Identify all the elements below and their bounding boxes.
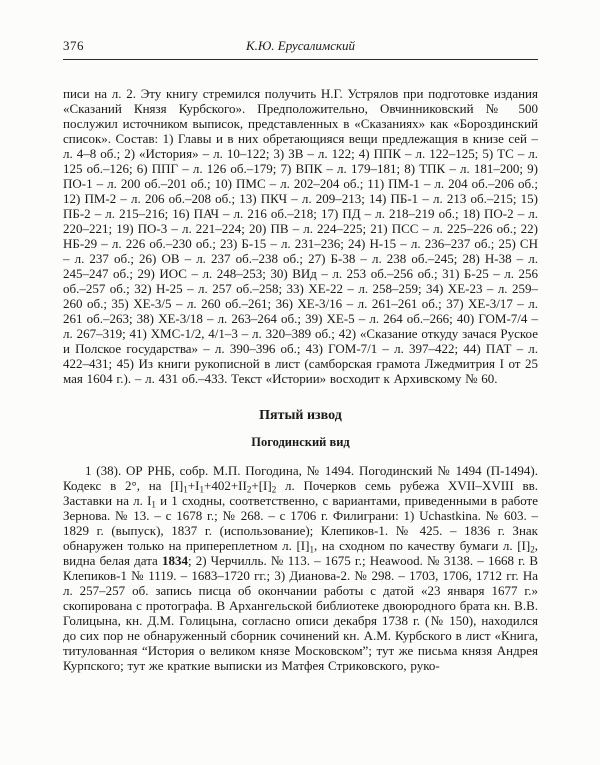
section-heading: Пятый извод [259, 408, 342, 423]
running-title: К.Ю. Ерусалимский [245, 38, 356, 53]
paragraph-codex-description: 1 (38). ОР РНБ, собр. М.П. Погодина, № 1494. Погодинский № 1494 (П-1494). Кодекс в 2°, на $[I]_1+I_1+402+II_2+[I]_2$ л. Почерков семь рубежа XVII–XVIII вв. Заставки на л. $I_1$ и 1 сходны, соответственно, с вариантами, приведенными в работе Зернова. № 13. – с 1678 г.; № 268. – с 1706 г. Филиграни: 1) Uchastkina. № 603. – 1829 г. (выпуск), 1837 г. (использование); Клепиков-1. № 425. – 1836 г. Знак обнаружен только на припереплетном л. $[I]_1$, на сходном по качеству бумаги л. $[I]_2$, видна белая дата 1834; 2) Черчилль. № 113. – 1675 г.; Heawood. № 3138. – 1668 г. В Клепиков-1 № 1119. – 1683–1720 гг.; 3) Дианова-2. № 298. – 1703, 1706, 1712 гг. На л. 257–257 об. запись писца об окончании работы с датой «23 января 1677 г.» скопирована с протографа. В Архангельской библиотеке двоюродного брата кн. В.В. Голицына, кн. Д.М. Голицына, согласно описи декабря 1738 г. (№ 150), находился до сих пор не обнаруженный сборник сочинений кн. А.М. Курбского в лист «Книга, титулованная “История о великом князе Московском”; тут же письма князя Андрея Курпского; тут же краткие выписки из Матфея Стриковского, руко- [63, 463, 539, 673]
paragraph-manuscript-contents: писи на л. 2. Эту книгу стремился получить Н.Г. Устрялов при подготовке издания «Сказаний Князя Курбского». Предположительно, Овчинниковский № 500 послужил источником выписок, представленных в «Сказаниях» как «Бороздинский список». Состав: 1) Главы и в них обретающияся вещи предлежащия в книзе сей – л. 4–8 об.; 2) «История» – л. 10–122; 3) ЗВ – л. 122; 4) ППК – л. 122–125; 5) ТС – л. 125 об.–126; 6) ППГ – л. 126 об.–179; 7) ВПК – л. 179–181; 8) ТПК – л. 181–200; 9) ПО-1 – л. 200 об.–201 об.; 10) ПМС – л. 202–204 об.; 11) ПМ-1 – л. 204 об.–206 об.; 12) ПМ-2 – л. 206 об.–208 об.; 13) ПКЧ – л. 209–213; 14) ПБ-1 – л. 213 об.–215; 15) ПБ-2 – л. 215–216; 16) ПАЧ – л. 216 об.–218; 17) ПД – л. 218–219 об.; 18) ПО-2 – л. 220–221; 19) ПО-3 – л. 221–224; 20) ПВ – л. 224–225; 21) ПСС – л. 225–226 об.; 22) НБ-29 – л. 226 об.–230 об.; 23) Б-15 – л. 231–236; 24) Н-15 – л. 236–237 об.; 25) СН – л. 237 об.; 26) ОВ – л. 237 об.–238 об.; 27) Б-38 – л. 238 об.–245; 28) Н-38 – л. 245–247 об.; 29) ИОС – л. 248–253; 30) ВИд – л. 253 об.–256 об.; 31) Б-25 – л. 256 об.–257 об.; 32) Н-25 – л. 257 об.–258; 33) ХЕ-22 – л. 258–259; 34) ХЕ-23 – л. 259–260 об.; 35) ХЕ-3/5 – л. 260 об.–261; 36) ХЕ-3/16 – л. 261–261 об.; 37) ХЕ-3/17 – л. 261 об.–263; 38) ХЕ-3/18 – л. 263–264 об.; 39) ХЕ-5 – л. 264 об.–266; 40) ГОМ-7/4 – л. 267–319; 41) ХМС-1/2, 4/1–3 – л. 320–389 об.; 42) «Сказание откуду зачася Руское и Полское государства» – л. 390–396 об.; 43) ГОМ-7/1 – л. 397–422; 44) ПАТ – л. 422–431; 45) Из книги рукописной в лист (самборская грамота Лжедмитрия I от 25 мая 1604 г.). – л. 431 об.–433. Текст «Истории» восходит к Архивскому № 60. [63, 86, 538, 386]
subsection-heading: Погодинский вид [251, 435, 350, 449]
page-header [63, 38, 538, 60]
page-number: 376 [63, 38, 84, 53]
page-body [63, 86, 538, 673]
